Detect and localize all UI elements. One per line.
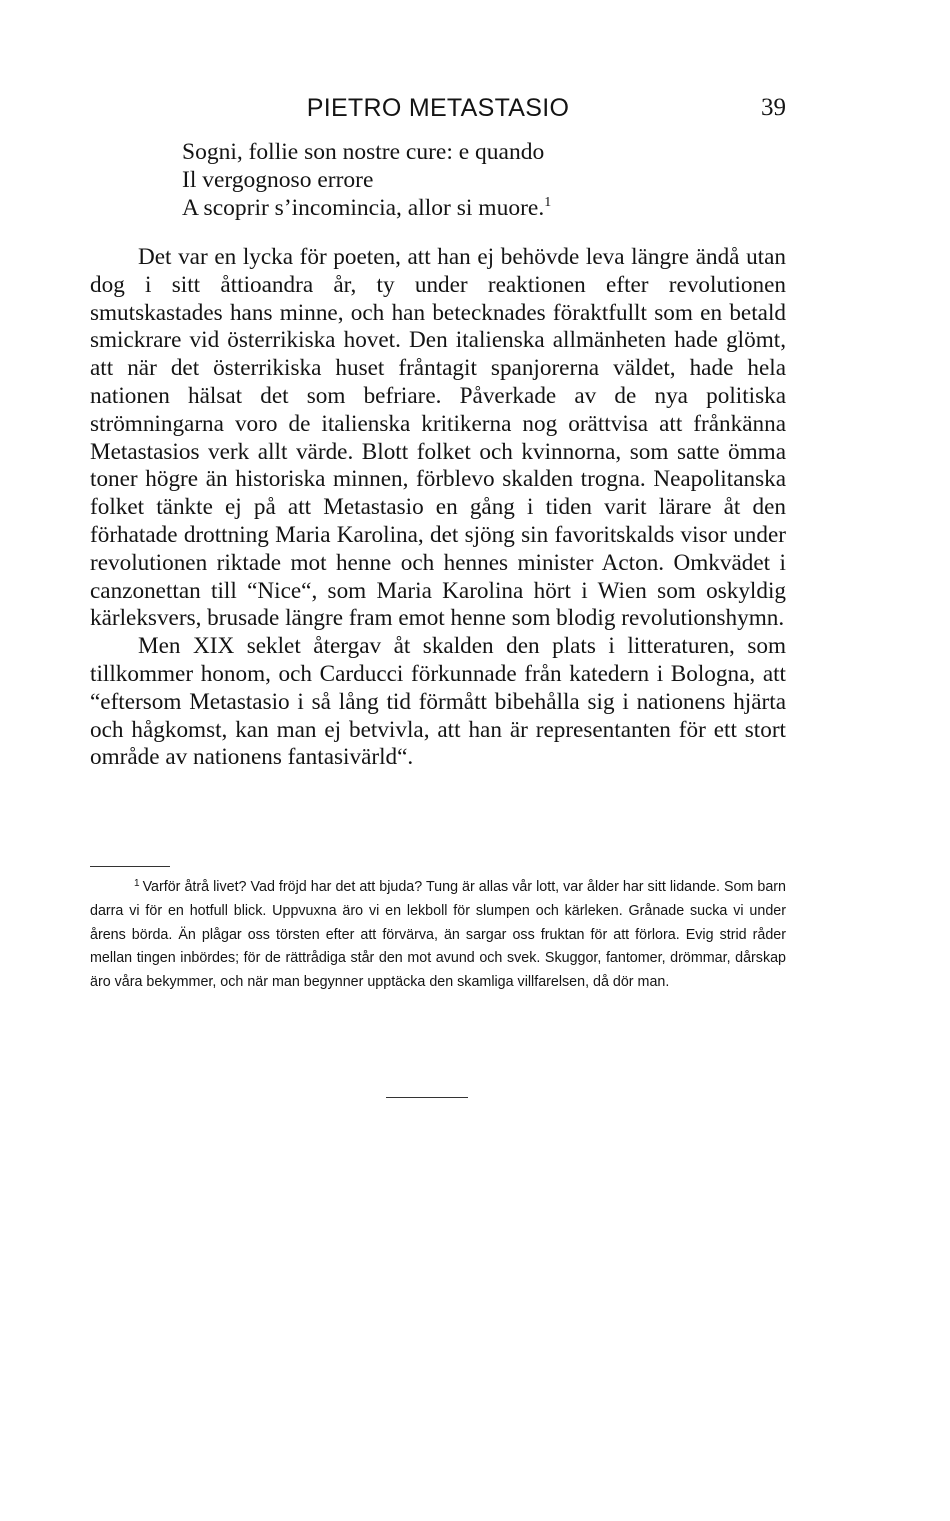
body-text xyxy=(90,244,786,772)
page-header xyxy=(90,94,786,128)
verse-line: Il vergognoso errore xyxy=(182,167,374,193)
verse-line: Sogni, follie son nostre cure: e quando xyxy=(182,139,545,165)
footnote-divider xyxy=(90,866,170,867)
verse-line-text: A scoprir s’incomincia, allor si muore. xyxy=(182,195,545,221)
footnote-reference: 1 xyxy=(544,195,552,210)
page-number: 39 xyxy=(761,94,786,121)
footnote-text: Varför åtrå livet? Vad fröjd har det att bjuda? Tung är allas vår lott, var ålder har sitt lidande. Som barn darra vi för en hotfull blick. Uppvuxna äro vi en lekboll för slumpen och kärleken. Grånade sucka vi under årens börda. Än plågar oss törsten efter att förvärva, än sargar oss fruktan för att förlora. Evig strid råder mellan tingen inbördes; för de rättrådiga står den mot avund och svek. Skuggor, fantomer, drömmar, dårskap äro våra bekymmer, och när man begynner upptäcka den skamliga villfarelsen, då dör man. xyxy=(90,879,786,991)
paragraph: Det var en lycka för poeten, att han ej behövde leva längre ändå utan dog i sitt åttioandra år, ty under reaktionen efter revolutionen smutskastades hans minne, och han betecknades föraktfullt som en betald smickrare vid österrikiska hovet. Den italienska allmänheten hade glömt, att när det österrikiska huset fråntagit spanjorerna väldet, hade hela nationen hälsat det som befriare. Påverkade av de nya politiska strömningarna voro de italienska kritikerna nog orättvisa att frånkänna Metastasios verk allt värde. Blott folket och kvinnorna, som satte ömma toner högre än historiska minnen, förblevo skalden trogna. Neapolitanska folket tänkte ej på att Metastasio en gång i tiden varit lärare åt den förhatade drottning Maria Karolina, det sjöng sin favoritskalds visor under revolutionen riktade mot henne och hennes minister Acton. Omkvädet i canzonettan till “Nice“, som Maria Karolina hört i Wien som oskyldig kärleksvers, brusade längre fram emot henne som blodig revolutionshymn. xyxy=(90,244,786,632)
end-divider xyxy=(386,1097,468,1098)
running-head: PIETRO METASTASIO xyxy=(306,94,570,122)
verse-quote xyxy=(182,138,722,222)
footnote-mark: 1 xyxy=(134,878,140,889)
verse-line xyxy=(182,194,722,222)
footnote xyxy=(90,876,786,995)
paragraph: Men XIX seklet återgav åt skalden den plats i litteraturen, som tillkommer honom, och Carducci förkunnade från katedern i Bologna, att “eftersom Metastasio i så lång tid förmått bibehålla sig i nationens hjärta och hågkomst, kan man ej betvivla, att han är representanten för ett stort område av nationens fantasivärld“. xyxy=(90,633,786,771)
